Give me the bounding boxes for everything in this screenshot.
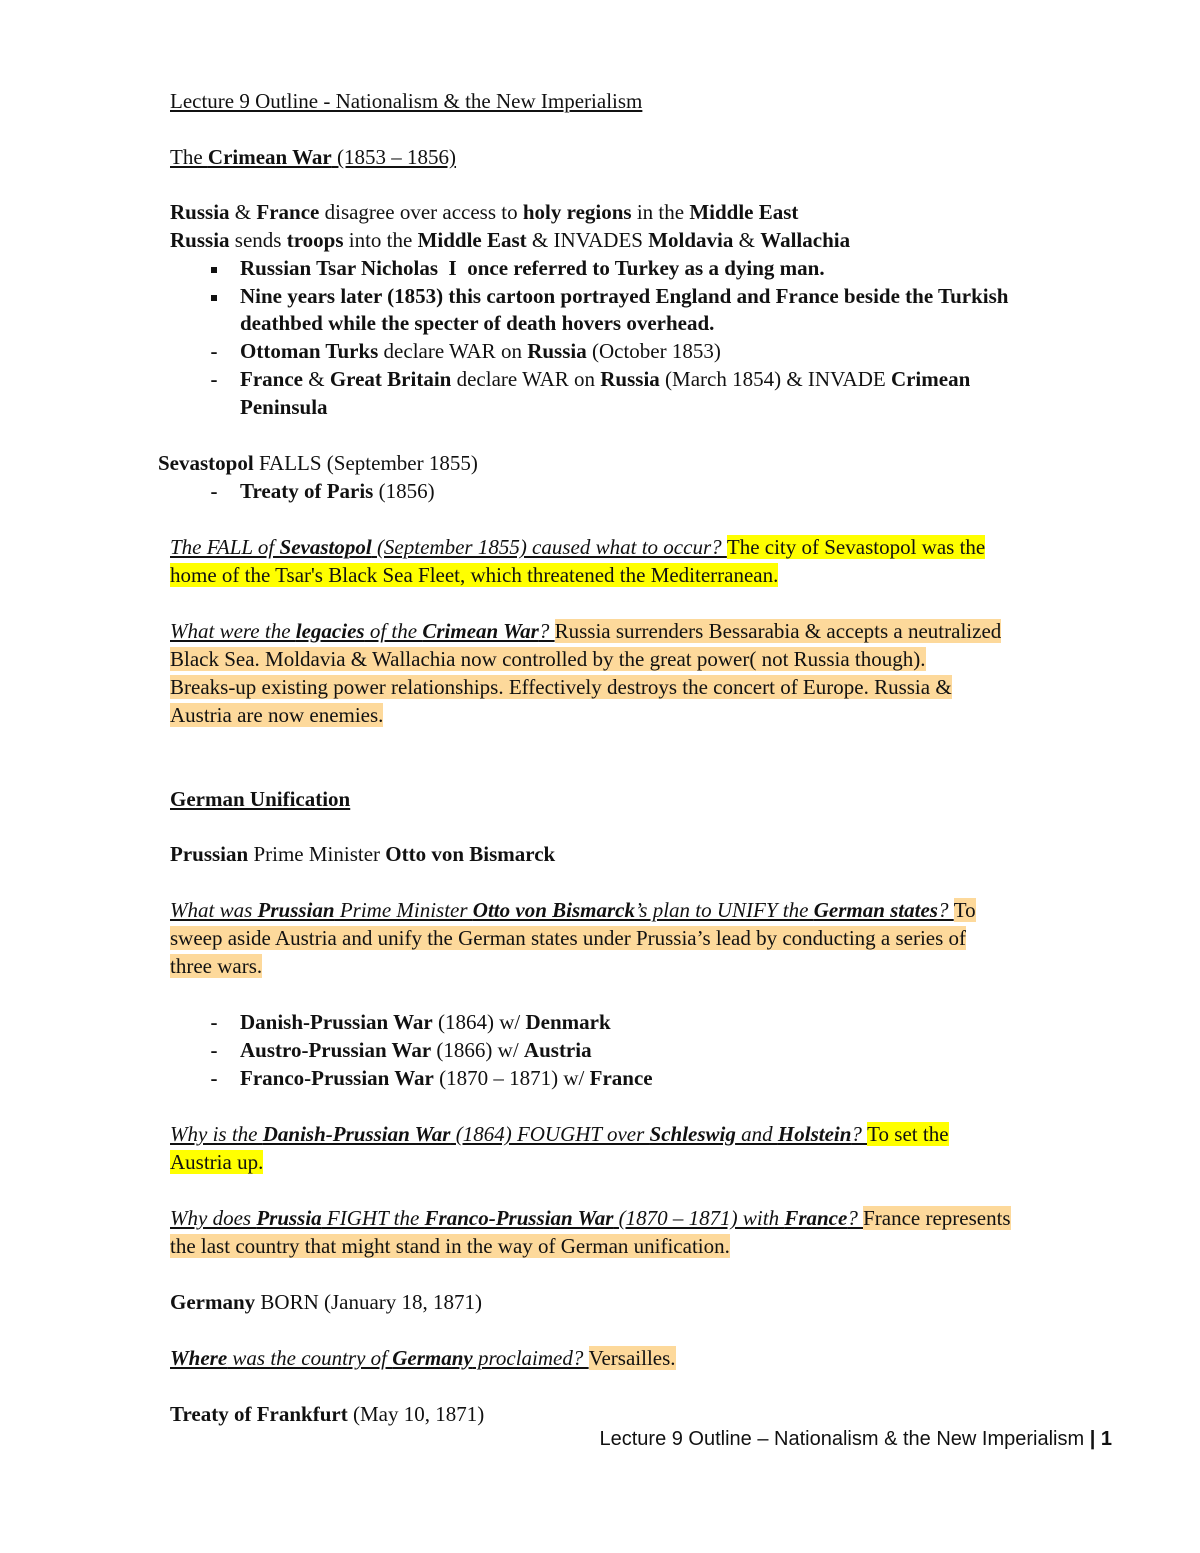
question-bold: Otto von Bismarck <box>472 898 635 922</box>
question-text: What were the <box>170 619 296 643</box>
text-bold: troops <box>286 228 344 252</box>
text-bold: Russia <box>170 228 230 252</box>
text-bold: Middle East <box>417 228 527 252</box>
text-bold: France <box>240 367 303 391</box>
question-text: ? <box>847 1206 864 1230</box>
text-bold: Russia <box>170 200 230 224</box>
bullet-item: Nine years later (1853) this cartoon portrayed England and France beside the Turkish <box>240 284 1009 308</box>
question-line <box>170 1345 676 1372</box>
bullet-item-continued: Peninsula <box>240 395 328 419</box>
question-text: ? <box>538 619 555 643</box>
text-bold: Great Britain <box>329 367 452 391</box>
footer-title: Lecture 9 Outline – Nationalism & the New Imperialism <box>599 1428 1085 1450</box>
answer-line <box>170 562 778 589</box>
question-bold: legacies <box>295 619 365 643</box>
question-text: The FALL of <box>170 535 280 559</box>
text: (March 1854) & INVADE <box>659 367 891 391</box>
answer-line <box>170 1149 263 1176</box>
question-bold: Holstein <box>777 1122 852 1146</box>
text: declare WAR on <box>378 339 528 363</box>
highlighted-answer: Breaks-up existing power relationships. Effectively destroys the concert of Europe. Russia & <box>170 675 952 699</box>
question-text: (1870 – 1871) with <box>613 1206 785 1230</box>
question-text: was the country of <box>227 1346 393 1370</box>
question-text: Prime Minister <box>334 898 473 922</box>
highlighted-answer: To set the <box>867 1122 949 1146</box>
bullet-item <box>240 338 721 365</box>
highlighted-answer: three wars. <box>170 954 263 978</box>
question-text: What was <box>170 898 258 922</box>
paragraph-line <box>170 1401 484 1428</box>
question-bold: Danish-Prussian War <box>262 1122 451 1146</box>
heading-bold: Crimean War <box>207 145 332 169</box>
paragraph-line <box>170 1289 482 1316</box>
text-bold: Otto von Bismarck <box>385 842 556 866</box>
page-footer <box>599 1428 1112 1451</box>
text-bold: France <box>256 200 320 224</box>
text-bold: Austro-Prussian War <box>240 1038 432 1062</box>
highlighted-answer: sweep aside Austria and unify the German states under Prussia’s lead by conducting a series of <box>170 926 967 950</box>
question-text: and <box>735 1122 778 1146</box>
highlighted-answer: Austria up. <box>170 1150 264 1174</box>
footer-separator: | <box>1089 1428 1096 1450</box>
dash-bullet-icon <box>204 1037 224 1064</box>
text: sends <box>229 228 287 252</box>
text-bold: Treaty of Frankfurt <box>170 1402 348 1426</box>
bullet-item <box>240 1037 592 1064</box>
text-bold: France <box>589 1066 653 1090</box>
question-text: proclaimed? <box>472 1346 589 1370</box>
question-line <box>170 1205 1011 1232</box>
text-bold: Prussian <box>170 842 249 866</box>
question-text: ? <box>937 898 954 922</box>
question-bold: Crimean War <box>422 619 539 643</box>
question-bold: Germany <box>392 1346 473 1370</box>
bullet-item <box>240 1065 653 1092</box>
question-text: Why is the <box>170 1122 263 1146</box>
answer-line <box>170 674 952 701</box>
text: disagree over access to <box>319 200 523 224</box>
text-bold: Wallachia <box>760 228 851 252</box>
paragraph-line <box>158 450 478 477</box>
question-text: Why does <box>170 1206 257 1230</box>
question-line <box>170 897 976 924</box>
text: (1864) w/ <box>432 1010 526 1034</box>
text-bold: Moldavia <box>648 228 734 252</box>
highlighted-answer: Austria are now enemies. <box>170 703 384 727</box>
text-bold: Middle East <box>689 200 799 224</box>
text-bold: Germany <box>170 1290 256 1314</box>
text: (1870 – 1871) w/ <box>433 1066 590 1090</box>
question-text: ’s plan to UNIFY the <box>634 898 814 922</box>
question-line <box>170 618 1001 645</box>
text: (1856) <box>373 479 435 503</box>
answer-line <box>170 1233 730 1260</box>
highlighted-answer: Black Sea. Moldavia & Wallachia now controlled by the great power( not Russia though). <box>170 647 926 671</box>
question-bold: Sevastopol <box>279 535 372 559</box>
text: in the <box>631 200 690 224</box>
paragraph-line <box>170 841 555 868</box>
section-heading-crimean <box>170 144 456 171</box>
text-bold: holy regions <box>522 200 632 224</box>
highlighted-answer: France represents <box>863 1206 1011 1230</box>
answer-line <box>170 702 383 729</box>
text: BORN (January 18, 1871) <box>255 1290 483 1314</box>
question-line <box>170 1121 949 1148</box>
highlighted-answer: Russia surrenders Bessarabia & accepts a neutralized <box>554 619 1002 643</box>
question-text: ? <box>851 1122 868 1146</box>
question-bold: Prussian <box>257 898 335 922</box>
text: & <box>302 367 330 391</box>
highlighted-answer: the last country that might stand in the way of German unification. <box>170 1234 730 1258</box>
heading-dates: (1853 – 1856) <box>331 145 457 169</box>
text: & <box>733 228 761 252</box>
text: declare WAR on <box>451 367 601 391</box>
question-bold: Prussia <box>256 1206 322 1230</box>
text: (October 1853) <box>586 339 721 363</box>
paragraph-line <box>170 227 850 254</box>
dash-bullet-icon <box>204 338 224 365</box>
text-bold: Denmark <box>525 1010 611 1034</box>
dash-bullet-icon <box>204 478 224 505</box>
text: Prime Minister <box>248 842 386 866</box>
bullet-item: Russian Tsar Nicholas I once referred to Turkey as a dying man. <box>240 256 825 280</box>
highlighted-answer: Versailles. <box>588 1346 676 1370</box>
text-bold: Franco-Prussian War <box>240 1066 434 1090</box>
question-bold: Schleswig <box>649 1122 736 1146</box>
page-title: Lecture 9 Outline - Nationalism & the New Imperialism <box>170 89 643 113</box>
text-bold: Austria <box>523 1038 592 1062</box>
question-text: (September 1855) caused what to occur? <box>371 535 727 559</box>
text: (May 10, 1871) <box>347 1402 485 1426</box>
text-bold: Russia <box>527 339 587 363</box>
question-text: FIGHT the <box>321 1206 425 1230</box>
heading-text: The <box>170 145 208 169</box>
text-bold: Ottoman Turks <box>240 339 379 363</box>
text: into the <box>343 228 418 252</box>
answer-line <box>170 646 926 673</box>
text: & INVADES <box>526 228 649 252</box>
dash-bullet-icon <box>204 1065 224 1092</box>
answer-line <box>170 953 262 980</box>
text-bold: Crimean <box>890 367 971 391</box>
dash-bullet-icon <box>204 366 224 393</box>
square-bullet-icon <box>204 283 224 310</box>
paragraph-line <box>170 199 798 226</box>
page-number: 1 <box>1100 1428 1112 1450</box>
question-text: of the <box>364 619 423 643</box>
question-text: (1864) FOUGHT over <box>450 1122 650 1146</box>
question-bold: Franco-Prussian War <box>424 1206 614 1230</box>
text-bold: Danish-Prussian War <box>240 1010 433 1034</box>
highlighted-answer: To <box>953 898 976 922</box>
highlighted-answer: The city of Sevastopol was the <box>726 535 986 559</box>
answer-line <box>170 925 966 952</box>
dash-bullet-icon <box>204 1009 224 1036</box>
bullet-item <box>240 1009 611 1036</box>
square-bullet-icon <box>204 255 224 282</box>
bullet-item <box>240 478 435 505</box>
question-line <box>170 534 985 561</box>
text-bold: Sevastopol <box>158 451 254 475</box>
text: (1866) w/ <box>431 1038 524 1062</box>
highlighted-answer: home of the Tsar's Black Sea Fleet, which threatened the Mediterranean. <box>170 563 779 587</box>
question-bold: German states <box>813 898 938 922</box>
text-bold: Russia <box>600 367 660 391</box>
text-bold: Treaty of Paris <box>240 479 374 503</box>
question-bold: Where <box>170 1346 228 1370</box>
question-bold: France <box>784 1206 848 1230</box>
bullet-item <box>240 366 970 393</box>
text: & <box>229 200 257 224</box>
section-heading-german: German Unification <box>170 787 351 811</box>
bullet-item-continued: deathbed while the specter of death hovers overhead. <box>240 311 715 335</box>
text: FALLS (September 1855) <box>253 451 478 475</box>
